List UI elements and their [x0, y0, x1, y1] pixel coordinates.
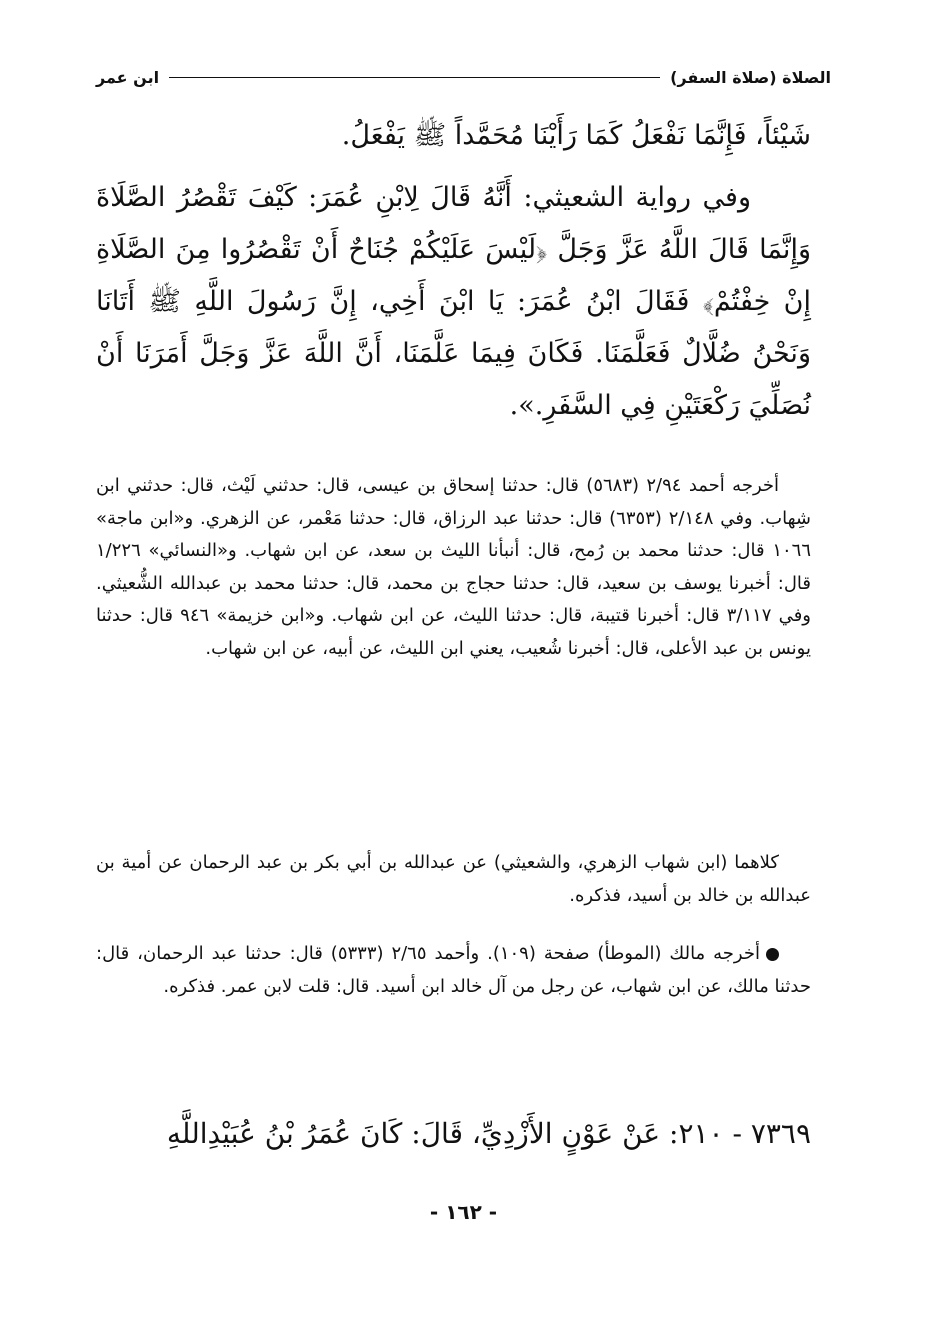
shaabi-narration: وفي رواية الشعيثي: أَنَّهُ قَالَ لِابْنِ عُمَرَ: كَيْفَ تَقْصُرُ الصَّلَاةَ وَإِنَّمَا قَالَ اللَّهُ عَزَّ وَجَلَّ ﴿لَيْسَ عَلَيْكُمْ جُنَاحٌ أَنْ تَقْصُرُوا مِنَ الصَّلَاةِ إِنْ خِفْتُمْ﴾ فَقَالَ ابْنُ عُمَرَ: يَا ابْنَ أَخِي، إِنَّ رَسُولَ اللَّهِ ﷺ أَتَانَا وَنَحْنُ ضُلَّالٌ فَعَلَّمَنَا. فَكَانَ فِيمَا عَلَّمَنَا، أَنَّ اللَّهَ عَزَّ وَجَلَّ أَمَرَنَا أَنْ نُصَلِّيَ رَكْعَتَيْنِ فِي السَّفَرِ.».: [96, 182, 811, 421]
page-number: - ١٦٢ -: [429, 1200, 498, 1224]
chapter-title: الصلاة (صلاة السفر): [670, 67, 831, 87]
takhrij-section-2: [96, 938, 811, 1003]
header-rule: [169, 77, 660, 78]
hadith-continuation: شَيْئاً، فَإِنَّمَا نَفْعَلُ كَمَا رَأَيْنَا مُحَمَّداً ﷺ يَفْعَلُ.: [341, 120, 811, 151]
running-header: [96, 62, 831, 92]
takhrij-section: [96, 470, 811, 665]
chain-summary-section: [96, 847, 811, 912]
hadith-text: [96, 110, 811, 432]
takhrij-paragraph-2: [96, 938, 811, 1003]
next-hadith-opening: ٧٣٦٩ - ٢١٠: عَنْ عَوْنٍ الأَزْدِيِّ، قَالَ: كَانَ عُمَرُ بْنُ عُبَيْدِاللَّهِ: [166, 1117, 811, 1150]
bullet-icon: [766, 948, 779, 961]
takhrij-paragraph-1: أخرجه أحمد ٢/٩٤ (٥٦٨٣) قال: حدثنا إسحاق بن عيسى، قال: حدثني لَيْث، قال: حدثني ابن شِهاب. وفي ٢/١٤٨ (٦٣٥٣) قال: حدثنا عبد الرزاق، قال: حدثنا مَعْمر، عن الزهري. و«ابن ماجة» ١٠٦٦ قال: حدثنا محمد بن رُمح، قال: أنبأنا الليث بن سعد، عن ابن شهاب. و«النسائي» ١/٢٢٦ قال: أخبرنا يوسف بن سعيد، قال: حدثنا حجاج بن محمد، قال: حدثنا محمد بن عبدالله الشُّعيثي. وفي ٣/١١٧ قال: أخبرنا قتيبة، قال: حدثنا الليث، عن ابن شهاب. و«ابن خزيمة» ٩٤٦ قال: حدثنا يونس بن عبد الأعلى، قال: أخبرنا شُعيب، يعني ابن الليث، عن أبيه، عن ابن شهاب.: [96, 475, 811, 659]
narrator-title: ابن عمر: [96, 67, 160, 87]
chain-summary: كلاهما (ابن شهاب الزهري، والشعيثي) عن عبدالله بن أبي بكر بن عبد الرحمان عن أمية بن عبدالله بن خالد بن أسيد، فذكره.: [96, 852, 811, 906]
next-hadith: [96, 1108, 811, 1160]
takhrij-2-text: أخرجه مالك (الموطأ) صفحة (١٠٩). وأحمد ٢/٦٥ (٥٣٣٣) قال: حدثنا عبد الرحمان، قال: حدثنا مالك، عن ابن شهاب، عن رجل من آل خالد ابن أسيد. قال: قلت لابن عمر. فذكره.: [96, 943, 811, 997]
